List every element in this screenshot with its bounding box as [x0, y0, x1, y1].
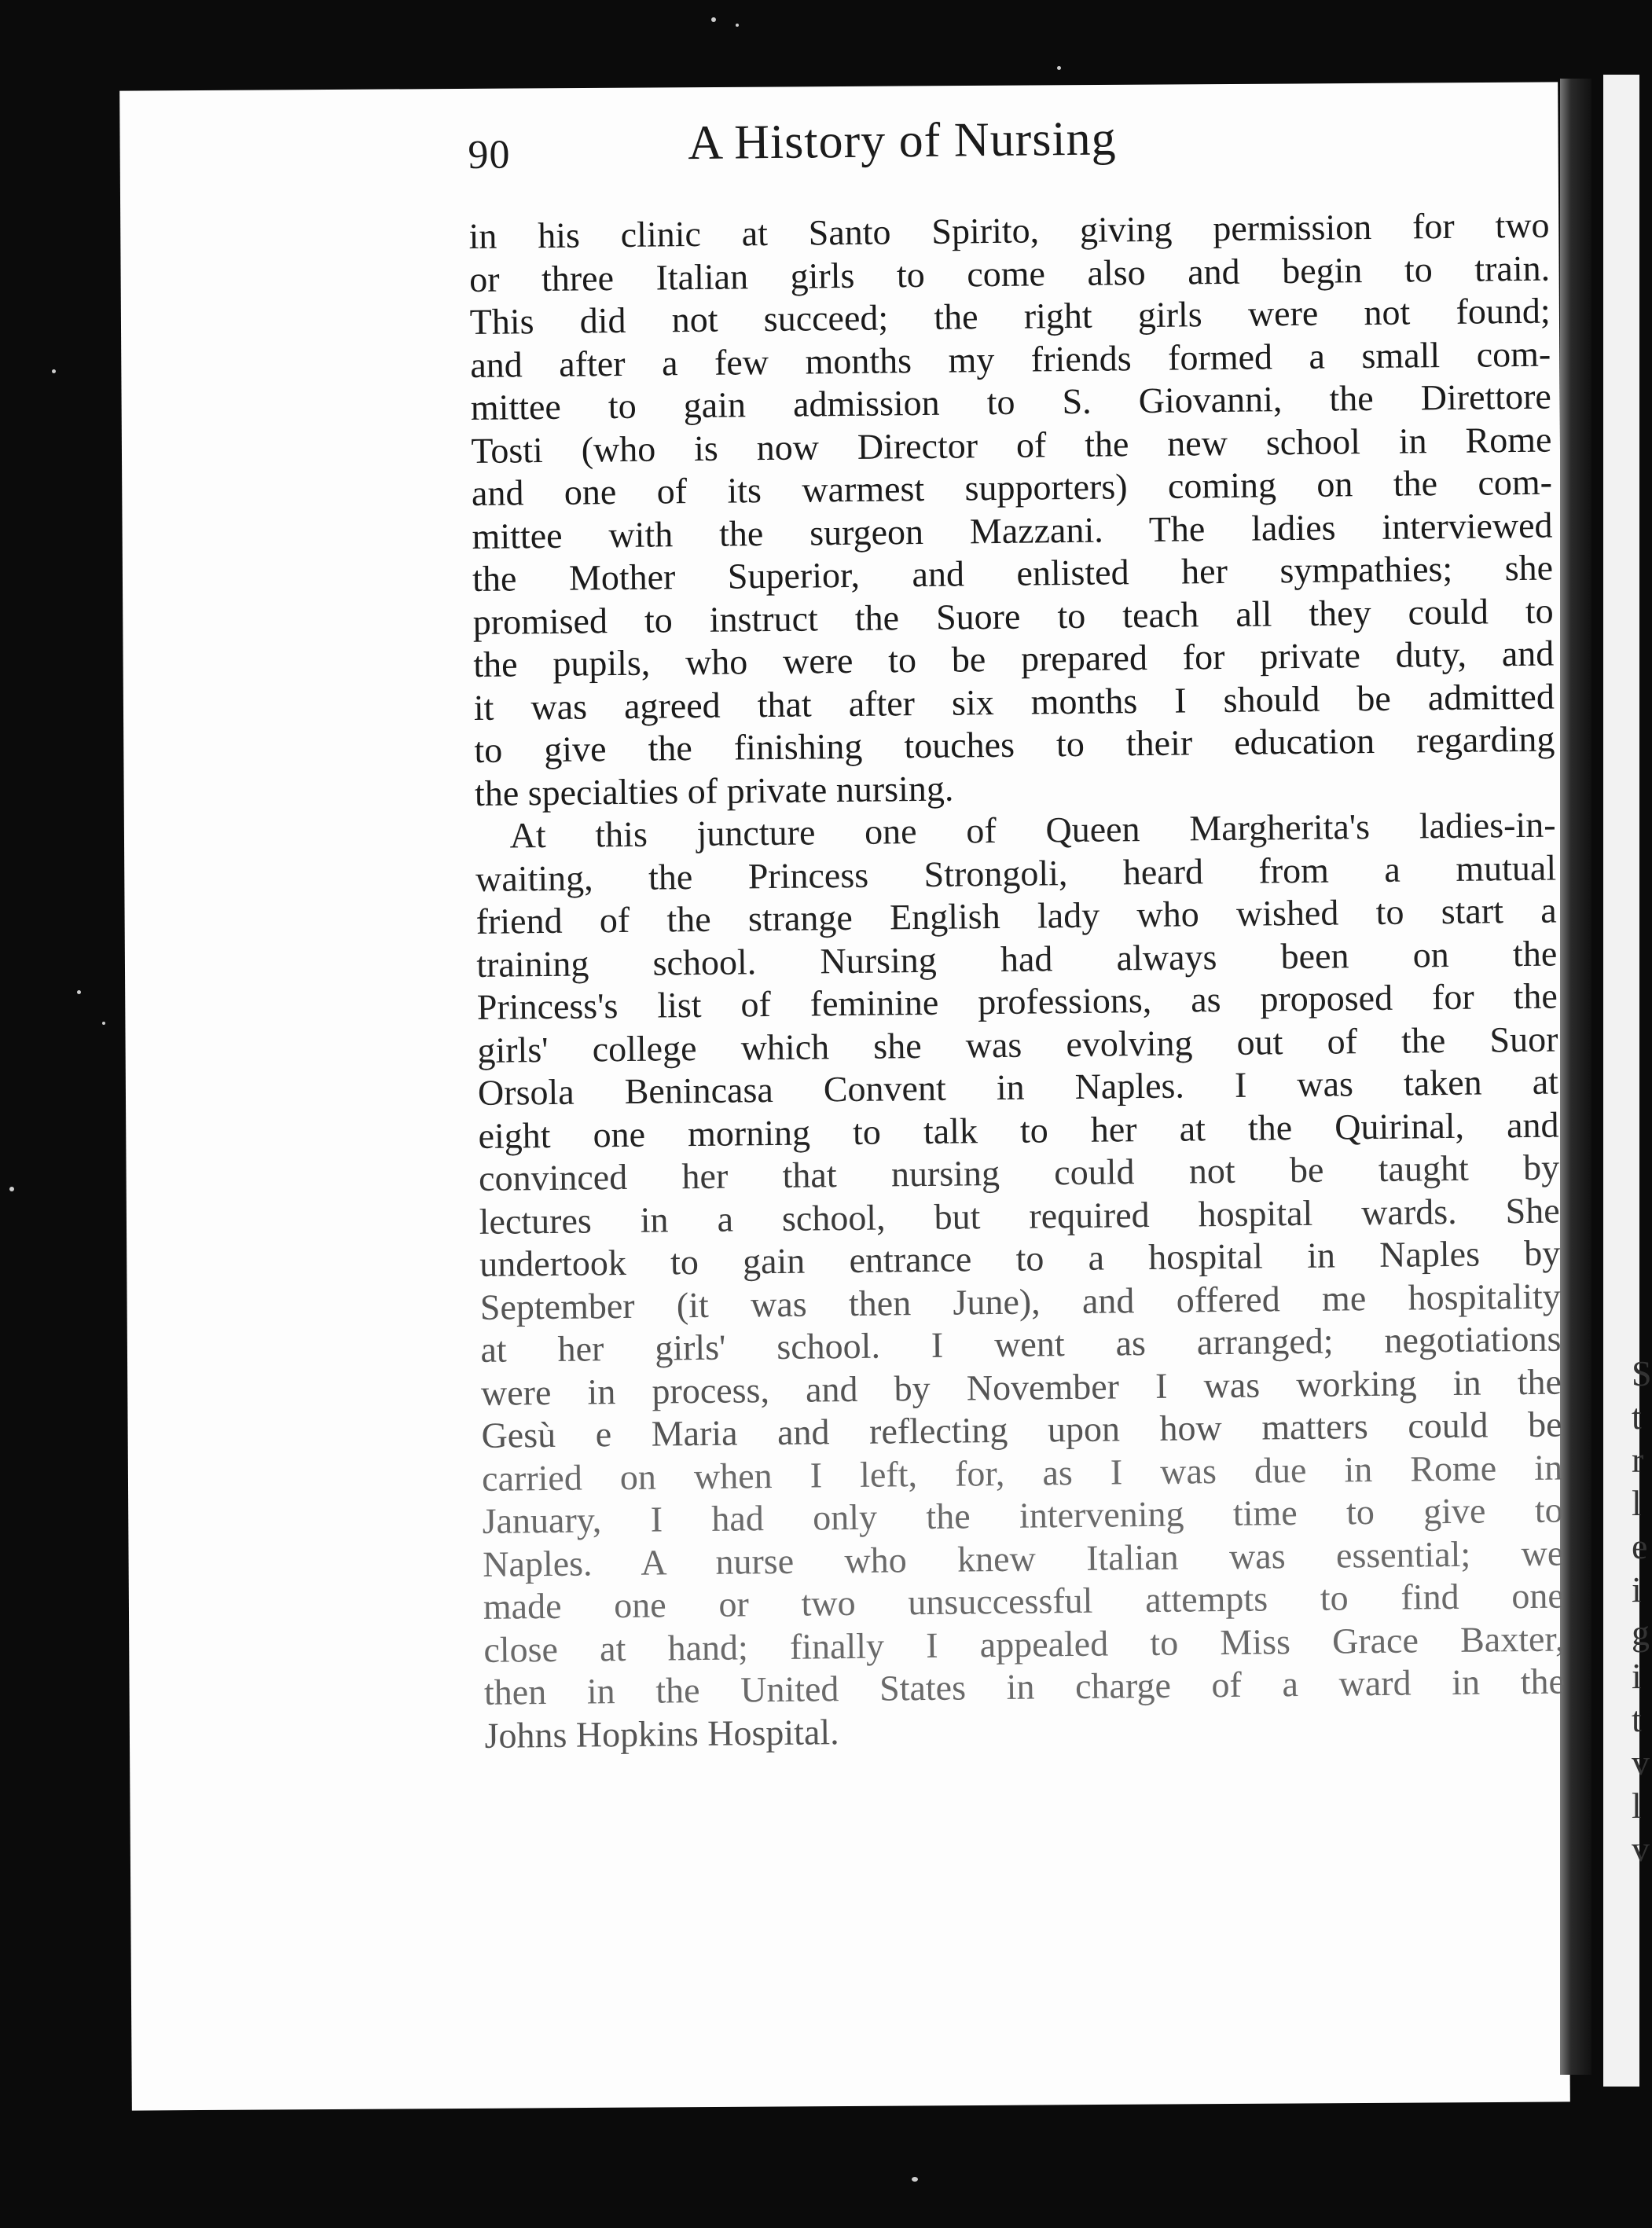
text-line: lectures in a school, but required hospital wards. She — [479, 1190, 1560, 1242]
text-line: January, I had only the intervening time to give to — [482, 1489, 1563, 1541]
text-line: friend of the strange English lady who wished to start a — [475, 890, 1557, 941]
text-line: were in process, and by November I was working in the — [480, 1361, 1562, 1413]
text-line: promised to instruct the Suore to teach all they could to — [472, 590, 1554, 642]
text-line: in his clinic at Santo Spirito, giving permission for two — [468, 204, 1550, 256]
text-line: made one or two unsuccessful attempts to find one — [483, 1575, 1565, 1627]
text-line: Johns Hopkins Hospital. — [484, 1711, 839, 1756]
text-line: carried on when I left, for, as I was due in Rome in — [481, 1447, 1563, 1499]
text-line: undertook to gain entrance to a hospital in Naples by — [479, 1232, 1561, 1284]
text-line: waiting, the Princess Strongoli, heard from a mutual — [475, 847, 1557, 899]
text-line: mittee to gain admission to S. Giovanni, the Direttore — [470, 376, 1552, 428]
running-title: A History of Nursing — [687, 112, 1117, 171]
page-header — [468, 107, 1549, 204]
text-line: or three Italian girls to come also and begin to train. — [468, 248, 1551, 299]
text-line: and one of its warmest supporters) coming on the com- — [471, 461, 1553, 513]
text-line: Princess's list of feminine professions, as proposed for the — [476, 975, 1558, 1027]
text-line: and after a few months my friends formed a small com- — [470, 333, 1551, 385]
page-gutter-shadow — [1560, 79, 1591, 2075]
text-line: Gesù e Maria and reflecting upon how matters could be — [481, 1404, 1562, 1455]
text-line: to give the finishing touches to their education regarding — [474, 718, 1555, 770]
text-line: the pupils, who were to be prepared for private duty, and — [473, 633, 1555, 685]
text-line: then in the United States in charge of a ward in the — [483, 1661, 1566, 1712]
text-line: This did not succeed; the right girls were not found; — [469, 290, 1551, 342]
text-line: the Mother Superior, and enlisted her sympathies; she — [472, 547, 1554, 599]
text-line: convinced her that nursing could not be taught by — [478, 1147, 1560, 1198]
text-line: September (it was then June), and offered me hospitality — [479, 1276, 1562, 1327]
facing-page-text-fragment: S t r l e i g i t v l v — [1632, 1353, 1652, 1869]
text-line: training school. Nursing had always been on the — [476, 933, 1558, 985]
text-line: girls' college which she was evolving out of the Suor — [477, 1019, 1558, 1070]
text-line: eight one morning to talk to her at the Quirinal, and — [478, 1104, 1559, 1156]
text-line: the specialties of private nursing. — [474, 768, 954, 813]
text-line: at her girls' school. I went as arranged; negotiations — [480, 1318, 1562, 1370]
text-line: close at hand; finally I appealed to Miss Grace Baxter, — [483, 1617, 1565, 1670]
text-line: Orsola Benincasa Convent in Naples. I was taken at — [477, 1061, 1559, 1113]
page-number: 90 — [468, 132, 511, 178]
page-text-block — [468, 107, 1566, 1757]
text-line: Tosti (who is now Director of the new school in Rome — [471, 419, 1552, 471]
paragraph-1 — [468, 204, 1555, 815]
text-line: Naples. A nurse who knew Italian was essential; we — [483, 1532, 1564, 1584]
text-line: it was agreed that after six months I should be admitted — [473, 676, 1555, 728]
paragraph-2 — [475, 804, 1565, 1757]
text-line: At this juncture one of Queen Margherita's ladies-in- — [509, 804, 1556, 856]
text-line: mittee with the surgeon Mazzani. The ladies interviewed — [472, 505, 1553, 556]
